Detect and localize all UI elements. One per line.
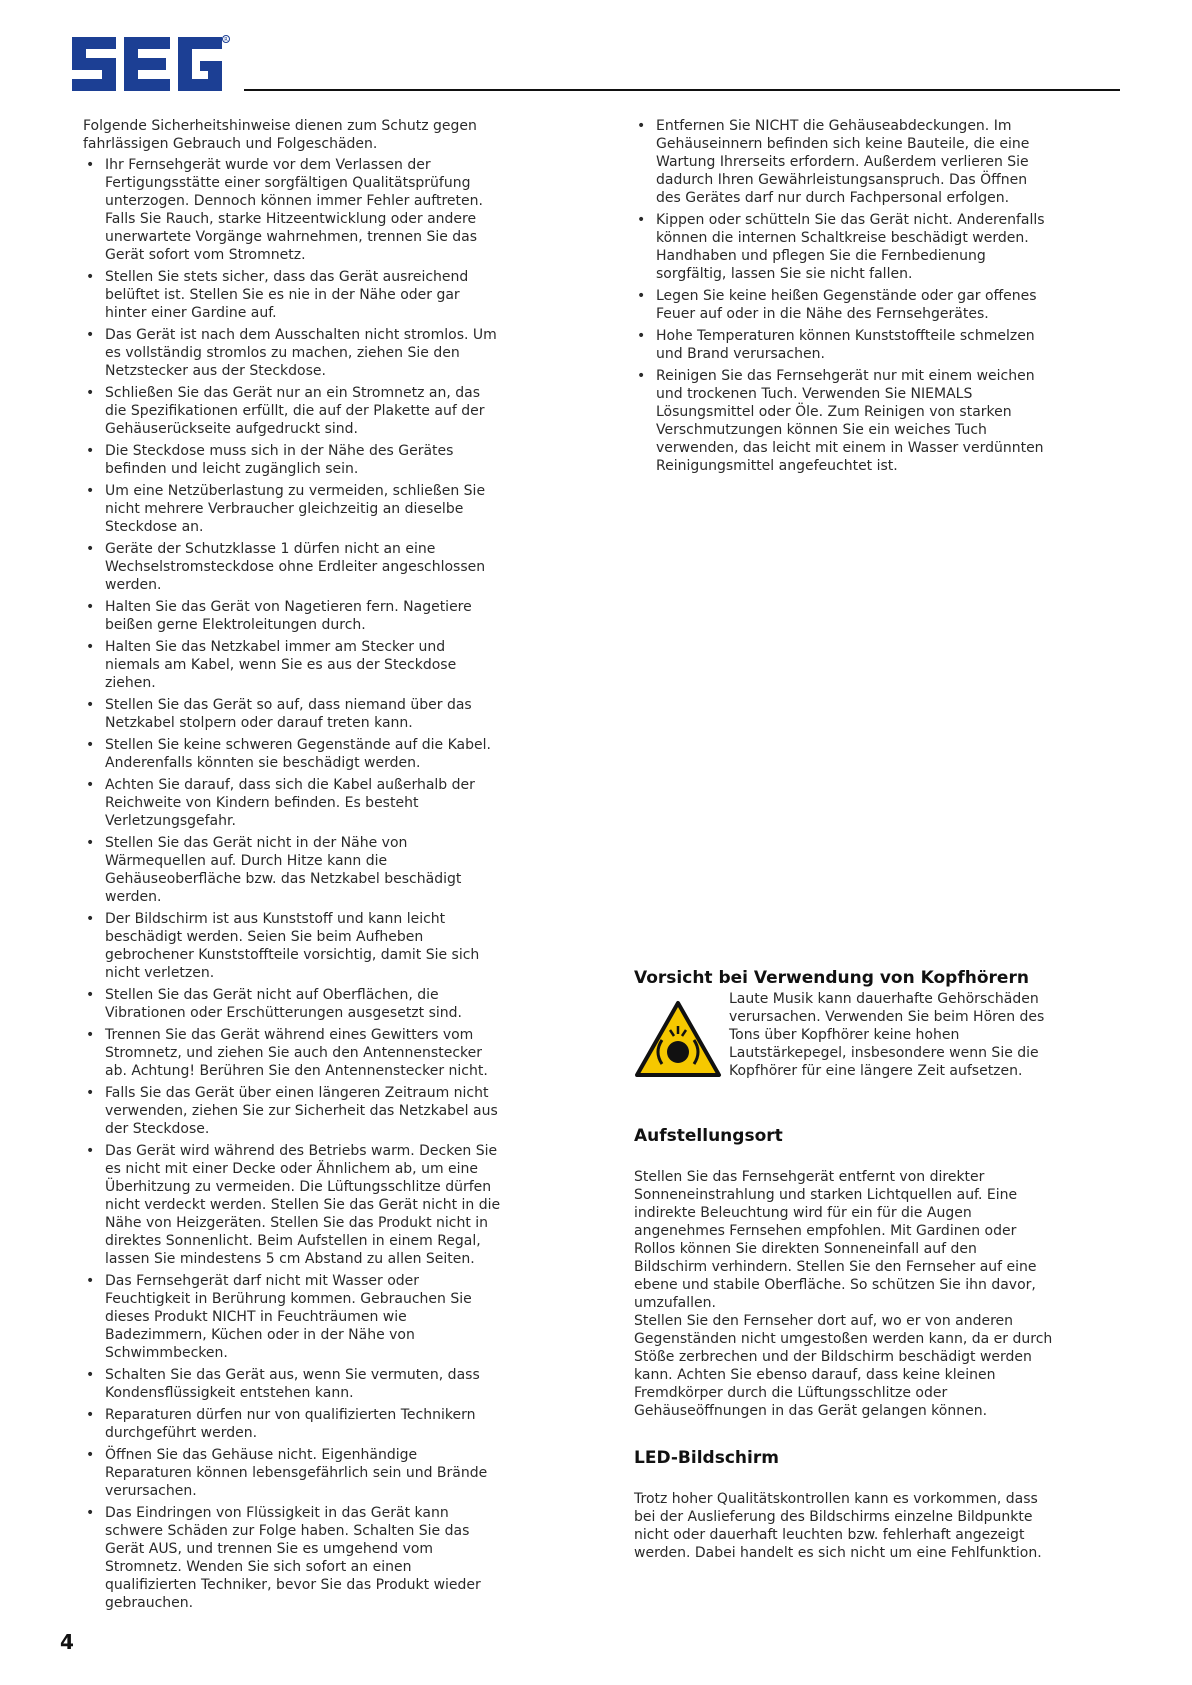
bullet-icon: • bbox=[86, 385, 95, 401]
headphones-text: Laute Musik kann dauerhafte Gehörschäden verursachen. Verwenden Sie beim Hören des Tons über Kopfhörer keine hohen Lautstärkepegel, insbesondere wenn Sie die Kopfhörer für eine längere Zeit aufsetzen. bbox=[729, 991, 1045, 1079]
bullet-icon: • bbox=[86, 835, 95, 851]
bullet-icon: • bbox=[637, 368, 646, 384]
list-item bbox=[83, 1026, 501, 1080]
led-text: Trotz hoher Qualitätskontrollen kann es vorkommen, dass bei der Auslieferung des Bildschirms einzelne Bildpunkte nicht oder dauerhaft leuchten bzw. fehlerhaft angezeigt werden. Dabei handelt es sich nicht um eine Fehlfunktion. bbox=[634, 1491, 1042, 1561]
list-item-text: Das Eindringen von Flüssigkeit in das Gerät kann schwere Schäden zur Folge haben. Schalten Sie das Gerät AUS, und trennen Sie es umgehend vom Stromnetz. Wenden Sie sich sofort an einen qualifizierten Techniker, bevor Sie das Produkt wieder gebrauchen. bbox=[105, 1505, 481, 1611]
list-item bbox=[83, 1142, 501, 1268]
list-item-text: Halten Sie das Gerät von Nagetieren fern. Nagetiere beißen gerne Elektroleitungen durch. bbox=[105, 599, 472, 633]
headphones-heading: Vorsicht bei Verwendung von Kopfhörern bbox=[634, 968, 1029, 988]
bullet-icon: • bbox=[86, 777, 95, 793]
bullet-icon: • bbox=[86, 1367, 95, 1383]
bullet-icon: • bbox=[86, 157, 95, 173]
bullet-icon: • bbox=[86, 1273, 95, 1289]
list-item bbox=[83, 1504, 501, 1612]
bullet-icon: • bbox=[637, 212, 646, 228]
bullet-icon: • bbox=[86, 327, 95, 343]
header-rule bbox=[244, 89, 1120, 91]
list-item-text: Achten Sie darauf, dass sich die Kabel außerhalb der Reichweite von Kindern befinden. Es besteht Verletzungsgefahr. bbox=[105, 777, 475, 829]
bullet-icon: • bbox=[86, 1407, 95, 1423]
list-item bbox=[83, 736, 501, 772]
bullet-icon: • bbox=[86, 1505, 95, 1521]
bullet-icon: • bbox=[86, 599, 95, 615]
list-item bbox=[83, 268, 501, 322]
left-column bbox=[83, 117, 501, 1616]
intro-text: Folgende Sicherheitshinweise dienen zum Schutz gegen fahrlässigen Gebrauch und Folgeschäden. bbox=[83, 118, 477, 152]
bullet-icon: • bbox=[86, 1085, 95, 1101]
bullet-icon: • bbox=[86, 639, 95, 655]
list-item-text: Schließen Sie das Gerät nur an ein Stromnetz an, das die Spezifikationen erfüllt, die auf der Plakette auf der Gehäuserückseite aufgedruckt sind. bbox=[105, 385, 485, 437]
list-item bbox=[83, 1366, 501, 1402]
list-item-text: Kippen oder schütteln Sie das Gerät nicht. Anderenfalls können die internen Schaltkreise beschädigt werden. Handhaben und pflegen Sie die Fernbedienung sorgfältig, lassen Sie sie nicht fallen. bbox=[656, 212, 1045, 282]
bullet-icon: • bbox=[86, 987, 95, 1003]
list-item-text: Reparaturen dürfen nur von qualifizierten Technikern durchgeführt werden. bbox=[105, 1407, 476, 1441]
list-item bbox=[83, 1406, 501, 1442]
bullet-icon: • bbox=[637, 288, 646, 304]
bullet-icon: • bbox=[86, 911, 95, 927]
list-item bbox=[83, 986, 501, 1022]
list-item-text: Das Fernsehgerät darf nicht mit Wasser oder Feuchtigkeit in Berührung kommen. Gebrauchen Sie dieses Produkt NICHT in Feuchträumen wie Badezimmern, Küchen oder in der Nähe von Schwimmbecken. bbox=[105, 1273, 472, 1361]
bullet-icon: • bbox=[86, 697, 95, 713]
list-item-text: Legen Sie keine heißen Gegenstände oder gar offenes Feuer auf oder in die Nähe des Fernsehgerätes. bbox=[656, 288, 1037, 322]
list-item-text: Geräte der Schutzklasse 1 dürfen nicht an eine Wechselstromsteckdose ohne Erdleiter angeschlossen werden. bbox=[105, 541, 486, 593]
list-item bbox=[634, 117, 1054, 207]
list-item bbox=[83, 540, 501, 594]
list-item-text: Reinigen Sie das Fernsehgerät nur mit einem weichen und trockenen Tuch. Verwenden Sie NIEMALS Lösungsmittel oder Öle. Zum Reinigen von starken Verschmutzungen können Sie ein weiches Tuch verwenden, das leicht mit einem in Wasser verdünnten Reinigungsmittel angefeuchtet ist. bbox=[656, 368, 1044, 474]
location-text: Stellen Sie das Fernsehgerät entfernt von direkter Sonneneinstrahlung und starken Lichtquellen auf. Eine indirekte Beleuchtung wird für ein für die Augen angenehmes Fernsehen empfohlen. Mit Gardinen oder Rollos können Sie direkten Sonneneinfall auf den Bildschirm verhindern. Stellen Sie den Fernseher auf eine ebene und stabile Oberfläche. So schützen Sie ihn davor, umzufallen. Stellen Sie den Fernseher dort auf, wo er von anderen Gegenständen nicht umgestoßen werden kann, da er durch Stöße zerbrechen und der Bildschirm beschädigt werden kann. Achten Sie ebenso darauf, dass keine kleinen Fremdkörper durch die Lüftungsschlitze oder Gehäuseöffnungen in das Gerät gelangen können. bbox=[634, 1169, 1053, 1419]
list-item bbox=[83, 776, 501, 830]
list-item bbox=[83, 910, 501, 982]
list-item bbox=[83, 156, 501, 264]
list-item-text: Falls Sie das Gerät über einen längeren Zeitraum nicht verwenden, ziehen Sie zur Sicherheit das Netzkabel aus der Steckdose. bbox=[105, 1085, 498, 1137]
hearing-warning-icon bbox=[634, 1000, 722, 1078]
list-item-text: Die Steckdose muss sich in der Nähe des Gerätes befinden und leicht zugänglich sein. bbox=[105, 443, 454, 477]
right-column bbox=[634, 117, 1054, 479]
list-item bbox=[634, 327, 1054, 363]
list-item bbox=[83, 638, 501, 692]
list-item-text: Schalten Sie das Gerät aus, wenn Sie vermuten, dass Kondensflüssigkeit entstehen kann. bbox=[105, 1367, 480, 1401]
list-item bbox=[634, 367, 1054, 475]
list-item-text: Stellen Sie stets sicher, dass das Gerät ausreichend belüftet ist. Stellen Sie es nie in der Nähe oder gar hinter einer Gardine auf. bbox=[105, 269, 469, 321]
list-item bbox=[634, 211, 1054, 283]
list-item-text: Stellen Sie das Gerät nicht in der Nähe von Wärmequellen auf. Durch Hitze kann die Gehäuseoberfläche bzw. das Netzkabel beschädigt werden. bbox=[105, 835, 462, 905]
list-item-text: Stellen Sie keine schweren Gegenstände auf die Kabel. Anderenfalls könnten sie beschädigt werden. bbox=[105, 737, 491, 771]
list-item bbox=[83, 1084, 501, 1138]
list-item bbox=[634, 287, 1054, 323]
list-item bbox=[83, 598, 501, 634]
list-item bbox=[83, 326, 501, 380]
led-heading: LED-Bildschirm bbox=[634, 1448, 779, 1468]
list-item-text: Stellen Sie das Gerät so auf, dass niemand über das Netzkabel stolpern oder darauf treten kann. bbox=[105, 697, 472, 731]
bullet-icon: • bbox=[86, 1027, 95, 1043]
location-heading: Aufstellungsort bbox=[634, 1126, 783, 1146]
list-item-text: Trennen Sie das Gerät während eines Gewitters vom Stromnetz, und ziehen Sie auch den Antennenstecker ab. Achtung! Berühren Sie den Antennenstecker nicht. bbox=[105, 1027, 488, 1079]
list-item-text: Öffnen Sie das Gehäuse nicht. Eigenhändige Reparaturen können lebensgefährlich sein und Brände verursachen. bbox=[105, 1447, 488, 1499]
safety-list-left bbox=[83, 156, 501, 1612]
list-item bbox=[83, 1272, 501, 1362]
svg-text:R: R bbox=[224, 37, 228, 43]
list-item bbox=[83, 1446, 501, 1500]
list-item bbox=[83, 442, 501, 478]
bullet-icon: • bbox=[86, 269, 95, 285]
bullet-icon: • bbox=[86, 1143, 95, 1159]
seg-logo bbox=[70, 33, 230, 95]
list-item-text: Um eine Netzüberlastung zu vermeiden, schließen Sie nicht mehrere Verbraucher gleichzeitig an dieselbe Steckdose an. bbox=[105, 483, 486, 535]
bullet-icon: • bbox=[637, 118, 646, 134]
list-item bbox=[83, 482, 501, 536]
list-item-text: Halten Sie das Netzkabel immer am Stecker und niemals am Kabel, wenn Sie es aus der Steckdose ziehen. bbox=[105, 639, 457, 691]
list-item bbox=[83, 834, 501, 906]
list-item-text: Stellen Sie das Gerät nicht auf Oberflächen, die Vibrationen oder Erschütterungen ausgesetzt sind. bbox=[105, 987, 462, 1021]
list-item-text: Entfernen Sie NICHT die Gehäuseabdeckungen. Im Gehäuseinnern befinden sich keine Bauteile, die eine Wartung Ihrerseits erfordern. Außerdem verlieren Sie dadurch Ihren Gewährleistungsanspruch. Das Öffnen des Gerätes darf nur durch Fachpersonal erfolgen. bbox=[656, 118, 1030, 206]
bullet-icon: • bbox=[86, 737, 95, 753]
bullet-icon: • bbox=[86, 483, 95, 499]
bullet-icon: • bbox=[86, 443, 95, 459]
bullet-icon: • bbox=[86, 1447, 95, 1463]
list-item bbox=[83, 696, 501, 732]
list-item-text: Hohe Temperaturen können Kunststoffteile schmelzen und Brand verursachen. bbox=[656, 328, 1035, 362]
bullet-icon: • bbox=[637, 328, 646, 344]
page-number: 4 bbox=[60, 1630, 74, 1654]
list-item-text: Das Gerät ist nach dem Ausschalten nicht stromlos. Um es vollständig stromlos zu machen, ziehen Sie den Netzstecker aus der Steckdose. bbox=[105, 327, 497, 379]
list-item-text: Der Bildschirm ist aus Kunststoff und kann leicht beschädigt werden. Seien Sie beim Aufheben gebrochener Kunststoffteile vorsichtig, damit Sie sich nicht verletzen. bbox=[105, 911, 480, 981]
bullet-icon: • bbox=[86, 541, 95, 557]
list-item bbox=[83, 384, 501, 438]
list-item-text: Ihr Fernsehgerät wurde vor dem Verlassen der Fertigungsstätte einer sorgfältigen Qualitätsprüfung unterzogen. Dennoch können immer Fehler auftreten. Falls Sie Rauch, starke Hitzeentwicklung oder andere unerwartete Vorgänge wahrnehmen, trennen Sie das Gerät sofort vom Stromnetz. bbox=[105, 157, 483, 263]
safety-list-right bbox=[634, 117, 1054, 475]
list-item-text: Das Gerät wird während des Betriebs warm. Decken Sie es nicht mit einer Decke oder Ähnlichem ab, um eine Überhitzung zu vermeiden. Die Lüftungsschlitze dürfen nicht verdeckt werden. Stellen Sie das Gerät nicht in die Nähe von Heizgeräten. Stellen Sie das Produkt nicht in direktes Sonnenlicht. Beim Aufstellen in einem Regal, lassen Sie mindestens 5 cm Abstand zu allen Seiten. bbox=[105, 1143, 501, 1267]
